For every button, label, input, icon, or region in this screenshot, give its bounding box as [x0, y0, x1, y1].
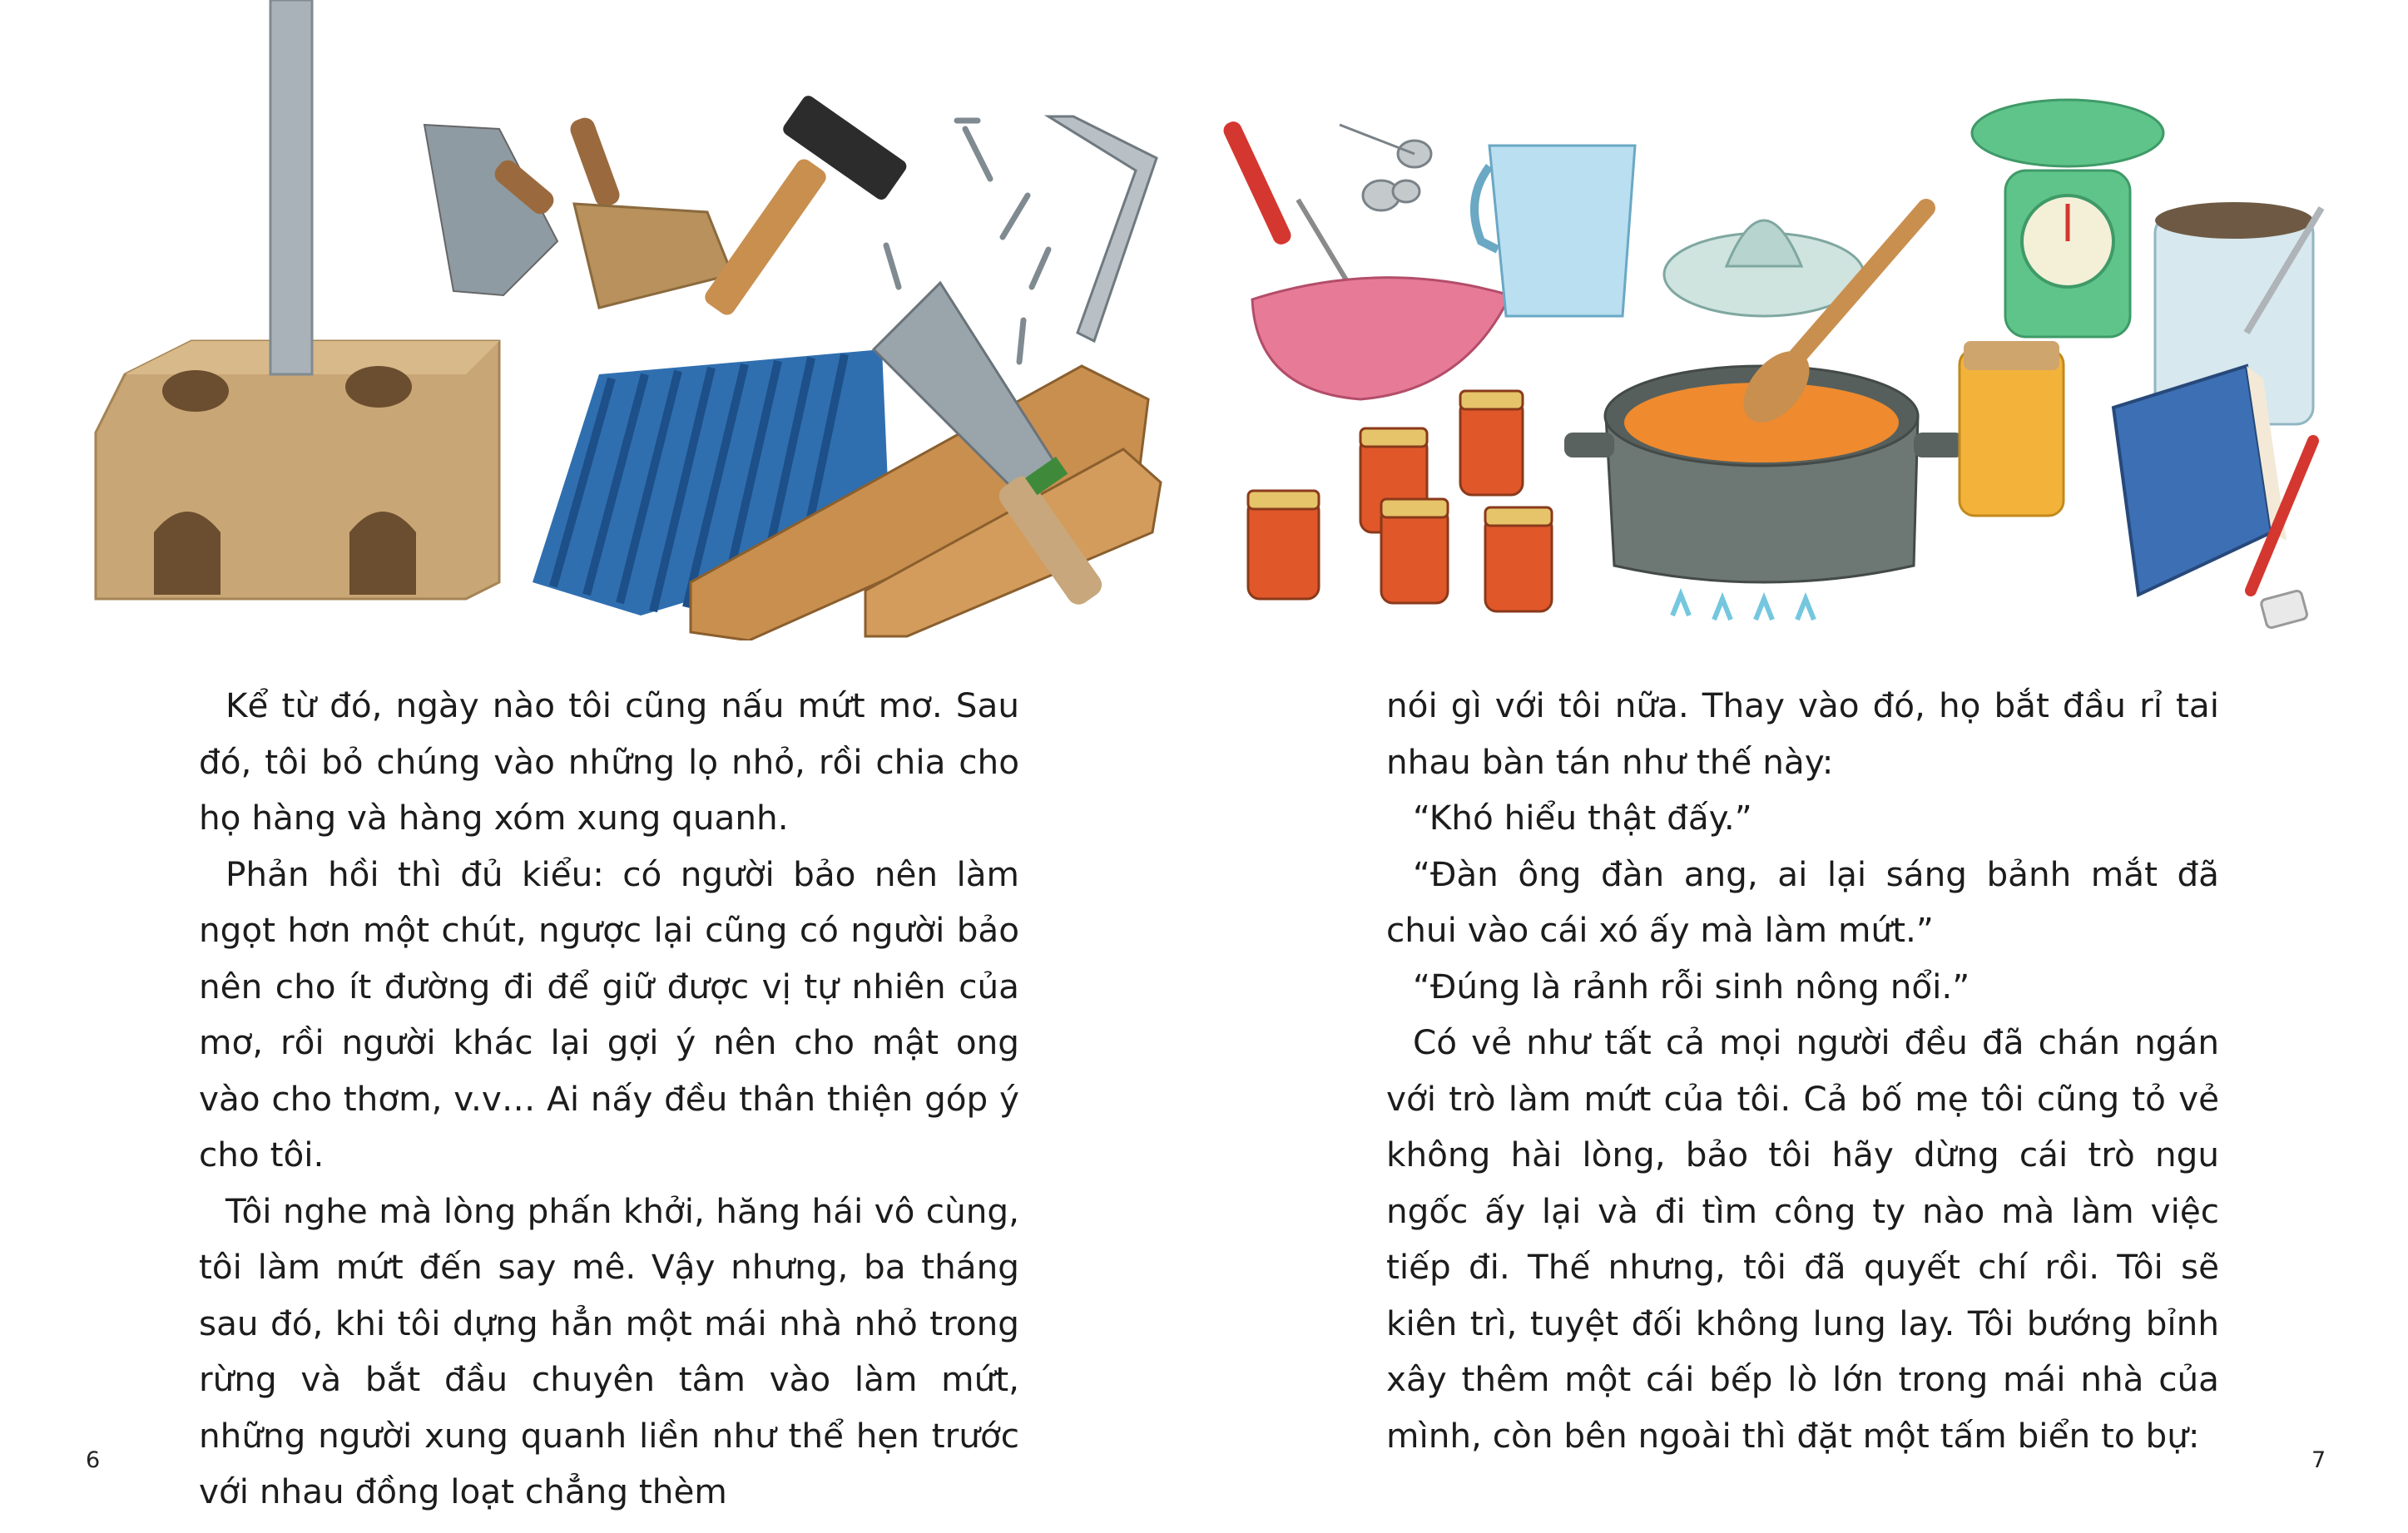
paragraph: Phản hồi thì đủ kiểu: có người bảo nên làm ngọt hơn một chút, ngược lại cũng có người bảo nên cho ít đường đi để giữ được vị tự nhiên của mơ, rồi người khác lại gợi ý nên cho mật ong vào cho thơm, v.v… Ai nấy đều thân thiện góp ý cho tôi.	[199, 853, 1019, 1174]
paragraph: “Đàn ông đàn ang, ai lại sáng bảnh mắt đã chui vào cái xó ấy mà làm mứt.”	[1386, 853, 2219, 950]
measuring-cup-icon	[1474, 146, 1635, 316]
mixing-bowl-icon	[1252, 278, 1510, 399]
right-page-text	[1386, 678, 2219, 1464]
paragraph: “Khó hiểu thật đấy.”	[1413, 798, 1752, 838]
cinder-block-icon	[96, 341, 499, 599]
kitchen-scale-icon	[1972, 100, 2163, 337]
pipe-icon	[270, 0, 312, 374]
eraser-icon	[2260, 590, 2307, 629]
hammer-icon	[701, 93, 909, 318]
jam-jar-icon	[1248, 391, 1552, 611]
tools-illustration	[0, 0, 2408, 640]
page-number-right: 7	[2311, 1447, 2326, 1473]
page-number-left: 6	[86, 1447, 101, 1473]
left-page-text	[199, 678, 1019, 1521]
paragraph: “Đúng là rảnh rỗi sinh nông nổi.”	[1413, 966, 1970, 1006]
measuring-spoons-icon	[1340, 125, 1431, 210]
paragraph: Tôi nghe mà lòng phấn khởi, hăng hái vô cùng, tôi làm mứt đến say mê. Vậy nhưng, ba tháng sau đó, khi tôi dựng hẳn một mái nhà nhỏ trong rừng và bắt đầu chuyên tâm vào làm mứt, những người xung quanh liền như thể hẹn trước với nhau đồng loạt chẳng thèm	[199, 1190, 1019, 1511]
trowel-icon	[424, 125, 557, 295]
paragraph: Có vẻ như tất cả mọi người đều đã chán ngán với trò làm mứt của tôi. Cả bố mẹ tôi cũng tỏ vẻ không hài lòng, bảo tôi hãy dừng cái trò ngu ngốc ấy lại và đi tìm công ty nào mà làm việc tiếp đi. Thế nhưng, tôi đã quyết chí rồi. Tôi sẽ kiên trì, tuyệt đối không lung lay. Tôi bướng bỉnh xây thêm một cái bếp lò lớn trong mái nhà của mình, còn bên ngoài thì đặt một tấm biển to bự:	[1386, 1022, 2219, 1456]
paint-brush-icon	[567, 115, 732, 308]
carpenter-square-icon	[1048, 116, 1157, 341]
honey-jar-icon	[1960, 341, 2064, 516]
paragraph: nói gì với tôi nữa. Thay vào đó, họ bắt đầu rỉ tai nhau bàn tán như thế này:	[1386, 685, 2219, 782]
paragraph: Kể từ đó, ngày nào tôi cũng nấu mứt mơ. Sau đó, tôi bỏ chúng vào những lọ nhỏ, rồi chia cho họ hàng và hàng xóm xung quanh.	[199, 685, 1019, 838]
